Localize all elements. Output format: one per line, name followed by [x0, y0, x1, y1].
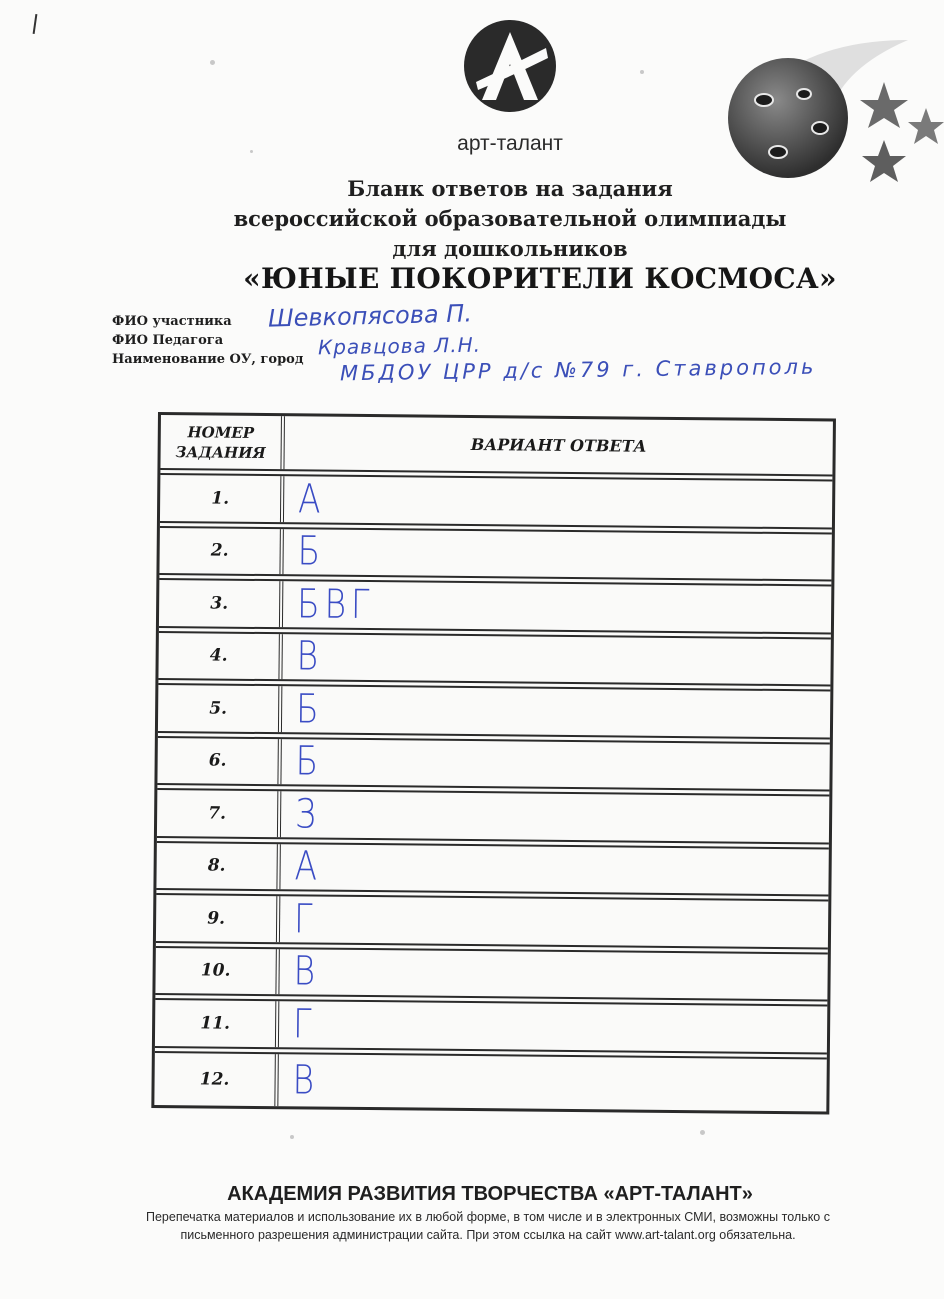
header-number-line-1: НОМЕР [187, 422, 255, 442]
institution-value: МБДОУ ЦРР д/с №79 г. Ставрополь [339, 354, 817, 386]
scan-speck [640, 70, 644, 74]
task-number-cell [159, 528, 283, 575]
brand-name: арт-талант [457, 132, 563, 155]
task-number: 2. [210, 540, 229, 561]
form-title-line-1: Бланк ответов на задания [347, 176, 673, 201]
handwritten-answer: Г [293, 896, 318, 943]
handwritten-answer: Б [295, 738, 324, 785]
handwritten-answer: А [294, 843, 323, 890]
table-row [158, 633, 830, 692]
task-number: 8. [207, 855, 226, 876]
answer-cell [279, 1001, 827, 1052]
table-row [157, 790, 829, 849]
task-number: 1. [211, 488, 230, 509]
task-number-cell [157, 738, 281, 785]
header-answer-label: ВАРИАНТ ОТВЕТА [470, 435, 647, 456]
answer-cell [282, 634, 830, 685]
answer-cell [284, 476, 832, 527]
task-number: 9. [207, 908, 226, 929]
header-answer-cell [284, 416, 832, 474]
scan-speck [700, 1130, 705, 1135]
table-row [155, 948, 827, 1007]
art-talant-logo-icon [462, 18, 558, 114]
header-number-line-2: ЗАДАНИЯ [175, 442, 266, 462]
task-number-cell [154, 1052, 278, 1106]
task-number: 6. [208, 750, 227, 771]
comet-stars-icon [708, 30, 944, 200]
answer-cell [281, 791, 829, 842]
answer-table [151, 412, 836, 1114]
handwritten-answer: В [292, 1057, 320, 1104]
task-number-cell [156, 895, 280, 942]
handwritten-answer: Б [295, 686, 324, 733]
answer-cell [278, 1054, 826, 1112]
form-title-line-2: всероссийской образовательной олимпиады [233, 206, 787, 231]
answer-cell [281, 739, 829, 790]
table-header-row [160, 415, 833, 481]
header-number-cell [160, 415, 285, 469]
table-row [159, 528, 831, 587]
table-row [157, 738, 829, 797]
handwritten-answer: Б [297, 528, 326, 575]
task-number-cell [157, 790, 281, 837]
task-number: 3. [210, 593, 229, 614]
answer-cell [280, 844, 828, 895]
table-row [156, 895, 828, 954]
handwritten-answer: В [293, 948, 321, 995]
task-number-cell [159, 580, 283, 627]
footer-note-line-2: письменного разрешения администрации сайта. При этом ссылка на сайт www.art-talant.org обязательна. [180, 1228, 796, 1242]
answer-cell [279, 949, 827, 1000]
table-row [154, 1052, 826, 1111]
task-number-cell [156, 843, 280, 890]
task-number: 10. [200, 960, 231, 981]
task-number: 5. [209, 698, 228, 719]
answer-cell [283, 581, 831, 632]
teacher-name-label: ФИО Педагога [112, 333, 224, 348]
task-number: 11. [200, 1013, 231, 1034]
answer-cell [283, 529, 831, 580]
participant-name-value: Шевкопясова П. [267, 299, 473, 333]
table-row [155, 1000, 827, 1059]
table-row [160, 475, 832, 534]
scan-speck [290, 1135, 294, 1139]
footer-note-line-1: Перепечатка материалов и использование их в любой форме, в том числе и в электронных СМИ, возможны только с [145, 1210, 830, 1224]
task-number-cell [158, 633, 282, 680]
task-number: 7. [208, 803, 227, 824]
task-number: 4. [209, 645, 228, 666]
task-number: 12. [199, 1069, 230, 1090]
participant-name-label: ФИО участника [112, 314, 232, 329]
task-number-cell [155, 948, 279, 995]
teacher-name-value: Кравцова Л.Н. [317, 332, 482, 360]
scan-speck [210, 60, 215, 65]
form-title-line-3: для дошкольников [392, 236, 628, 261]
answer-cell [280, 896, 828, 947]
table-row [158, 685, 830, 744]
table-row [156, 843, 828, 902]
task-number-cell [160, 475, 284, 522]
task-number-cell [158, 685, 282, 732]
institution-label: Наименование ОУ, город [112, 352, 304, 367]
handwritten-answer: В [296, 633, 324, 680]
handwritten-answer: А [297, 476, 326, 523]
scan-edge-mark [33, 14, 38, 34]
answer-cell [282, 686, 830, 737]
footer-title: АКАДЕМИЯ РАЗВИТИЯ ТВОРЧЕСТВА «АРТ-ТАЛАНТ» [227, 1183, 753, 1205]
handwritten-answer: Г [292, 1001, 317, 1048]
handwritten-answer: З [294, 791, 322, 838]
olympiad-name: «ЮНЫЕ ПОКОРИТЕЛИ КОСМОСА» [243, 262, 837, 295]
task-number-cell [155, 1000, 279, 1047]
scan-speck [250, 150, 253, 153]
handwritten-answer: БВГ [296, 581, 375, 628]
table-row [159, 580, 831, 639]
